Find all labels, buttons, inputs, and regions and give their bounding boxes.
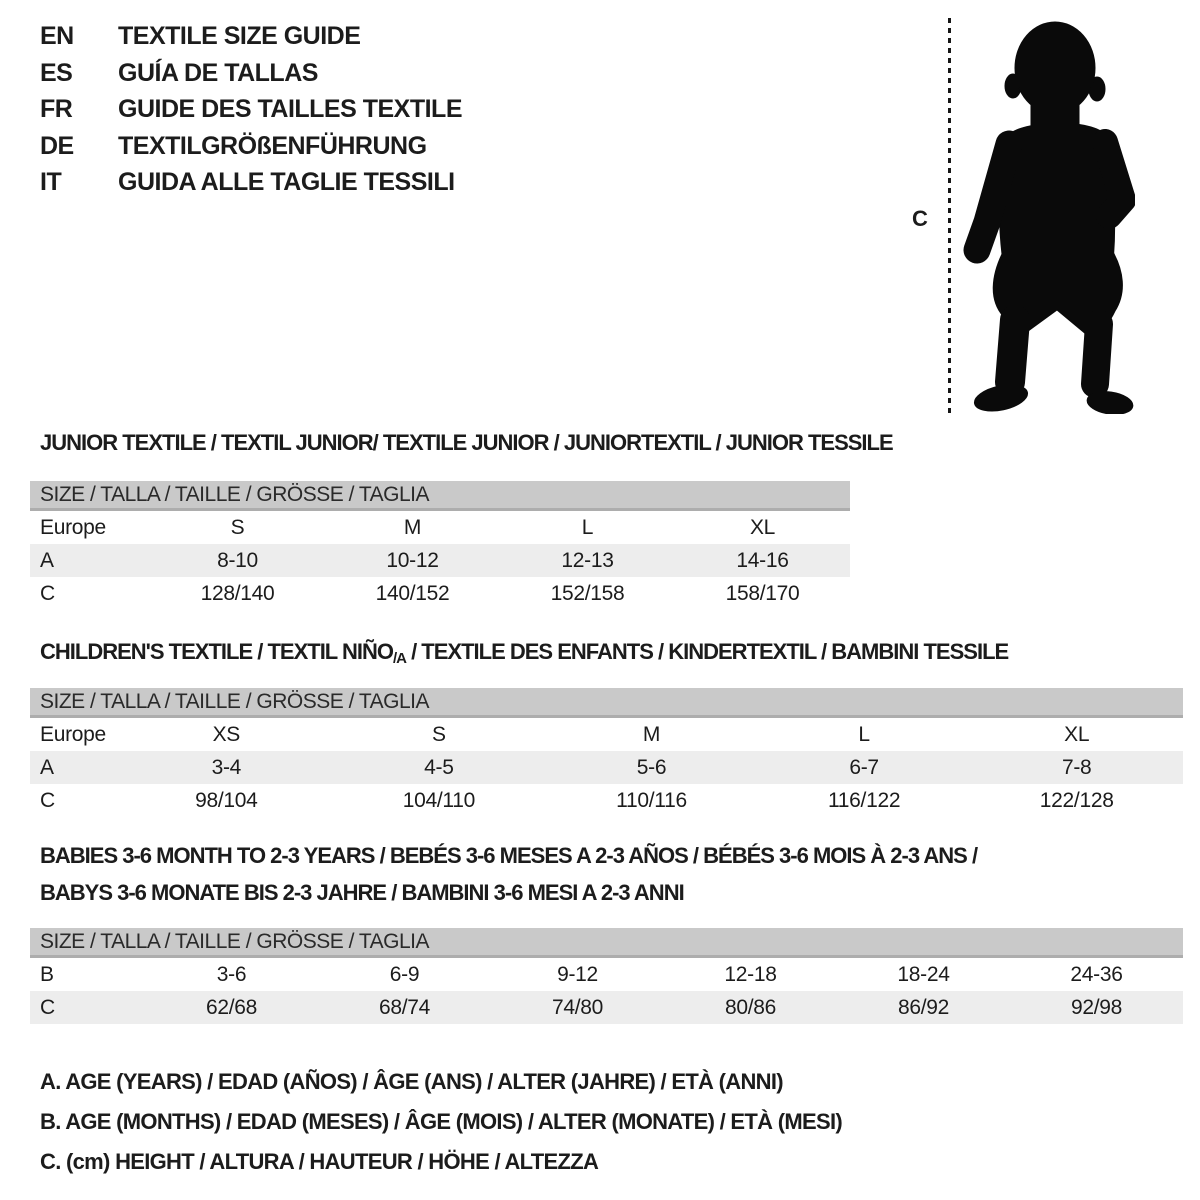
size-header-label: SIZE / TALLA / TAILLE / GRÖSSE / TAGLIA bbox=[40, 483, 429, 506]
age-cell: 9-12 bbox=[557, 963, 598, 986]
row-label: C bbox=[40, 789, 55, 812]
height-cell: 116/122 bbox=[827, 789, 901, 812]
language-title: GUÍA DE TALLAS bbox=[118, 58, 318, 87]
height-cell: 98/104 bbox=[195, 789, 258, 812]
language-code: ES bbox=[40, 58, 73, 87]
size-cell: M bbox=[403, 516, 422, 539]
language-code: DE bbox=[40, 131, 74, 160]
table-row bbox=[30, 577, 850, 610]
height-cell: 92/98 bbox=[1070, 996, 1123, 1019]
babies-size-table bbox=[30, 843, 1183, 1024]
row-label: A bbox=[40, 756, 54, 779]
table-row bbox=[30, 751, 1183, 784]
height-cell: 74/80 bbox=[551, 996, 604, 1019]
age-cell: 12-13 bbox=[561, 549, 614, 572]
age-cell: 3-4 bbox=[211, 756, 242, 779]
language-code: FR bbox=[40, 95, 73, 123]
height-cell: 80/86 bbox=[724, 996, 777, 1019]
row-label: C bbox=[40, 996, 55, 1019]
height-cell: 104/110 bbox=[402, 789, 476, 812]
height-cell: 152/158 bbox=[550, 582, 625, 605]
height-measure-figure bbox=[900, 0, 1200, 432]
language-code: EN bbox=[40, 22, 74, 50]
language-title-list bbox=[40, 18, 462, 201]
language-row bbox=[40, 91, 462, 128]
size-cell: XL bbox=[1064, 723, 1090, 746]
age-cell: 14-16 bbox=[736, 549, 789, 572]
language-row bbox=[40, 55, 462, 92]
size-header-bar bbox=[30, 688, 1183, 718]
size-cell: S bbox=[230, 516, 245, 539]
age-cell: 12-18 bbox=[724, 963, 777, 986]
children-title-pre: CHILDREN'S TEXTILE / TEXTIL NIÑO bbox=[40, 639, 393, 664]
height-cell: 140/152 bbox=[375, 582, 450, 605]
language-row bbox=[40, 164, 462, 201]
age-cell: 3-6 bbox=[216, 963, 247, 986]
language-code: IT bbox=[40, 168, 62, 196]
language-title: GUIDA ALLE TAGLIE TESSILI bbox=[118, 168, 455, 196]
row-label: Europe bbox=[40, 516, 106, 539]
language-title: GUIDE DES TAILLES TEXTILE bbox=[118, 95, 463, 123]
size-header-label: SIZE / TALLA / TAILLE / GRÖSSE / TAGLIA bbox=[40, 930, 429, 953]
height-cell: 128/140 bbox=[200, 582, 275, 605]
height-cell: 122/128 bbox=[1039, 789, 1114, 812]
language-title: TEXTILE SIZE GUIDE bbox=[118, 22, 361, 50]
size-header-bar bbox=[30, 928, 1183, 958]
babies-section-title-line1: BABIES 3-6 MONTH TO 2-3 YEARS / BEBÉS 3-6 MESES A 2-3 AÑOS / BÉBÉS 3-6 MOIS À 2-3 ANS / bbox=[40, 843, 978, 868]
toddler-silhouette-icon bbox=[963, 14, 1135, 414]
height-measure-label: C bbox=[912, 206, 928, 231]
children-title-post: / TEXTILE DES ENFANTS / KINDERTEXTIL / BAMBINI TESSILE bbox=[405, 639, 1009, 664]
table-row bbox=[30, 958, 1183, 991]
age-cell: 5-6 bbox=[636, 756, 667, 779]
table-row bbox=[30, 784, 1183, 817]
age-cell: 4-5 bbox=[424, 756, 454, 779]
legend-height-cm: C. (cm) HEIGHT / ALTURA / HAUTEUR / HÖHE / ALTEZZA bbox=[40, 1149, 599, 1174]
row-label: A bbox=[40, 549, 54, 572]
size-cell: S bbox=[432, 723, 446, 746]
size-cell: L bbox=[581, 516, 594, 539]
size-cell: M bbox=[642, 723, 661, 746]
height-cell: 110/116 bbox=[616, 789, 687, 812]
age-cell: 18-24 bbox=[897, 963, 950, 986]
age-cell: 6-7 bbox=[849, 756, 879, 779]
language-row bbox=[40, 128, 462, 165]
table-row bbox=[30, 718, 1183, 751]
row-label: C bbox=[40, 582, 55, 605]
measure-legend bbox=[40, 1062, 842, 1182]
age-cell: 10-12 bbox=[386, 549, 439, 572]
children-size-table bbox=[30, 639, 1183, 817]
row-label: B bbox=[40, 963, 54, 986]
table-row bbox=[30, 991, 1183, 1024]
height-cell: 86/92 bbox=[897, 996, 950, 1019]
row-label: Europe bbox=[40, 723, 106, 746]
junior-section-title: JUNIOR TEXTILE / TEXTIL JUNIOR/ TEXTILE JUNIOR / JUNIORTEXTIL / JUNIOR TESSILE bbox=[40, 430, 893, 455]
height-cell: 158/170 bbox=[725, 582, 800, 605]
language-row bbox=[40, 18, 462, 55]
age-cell: 8-10 bbox=[217, 549, 258, 572]
size-cell: XL bbox=[749, 516, 776, 539]
age-cell: 6-9 bbox=[389, 963, 420, 986]
legend-age-months: B. AGE (MONTHS) / EDAD (MESES) / ÂGE (MOIS) / ALTER (MONATE) / ETÀ (MESI) bbox=[40, 1109, 842, 1134]
size-cell: XS bbox=[212, 723, 240, 746]
junior-size-table bbox=[30, 430, 893, 610]
size-header-label: SIZE / TALLA / TAILLE / GRÖSSE / TAGLIA bbox=[40, 690, 429, 713]
children-title-sub: /A bbox=[392, 650, 406, 667]
size-header-bar bbox=[30, 481, 850, 511]
size-cell: L bbox=[858, 723, 870, 746]
age-cell: 7-8 bbox=[1061, 756, 1092, 779]
height-cell: 62/68 bbox=[205, 996, 258, 1019]
language-title: TEXTILGRÖßENFÜHRUNG bbox=[118, 131, 427, 160]
table-row bbox=[30, 511, 850, 544]
legend-age-years: A. AGE (YEARS) / EDAD (AÑOS) / ÂGE (ANS) / ALTER (JAHRE) / ETÀ (ANNI) bbox=[40, 1069, 783, 1094]
babies-section-title-line2: BABYS 3-6 MONATE BIS 2-3 JAHRE / BAMBINI 3-6 MESI A 2-3 ANNI bbox=[40, 880, 684, 905]
children-section-title bbox=[40, 639, 1183, 665]
table-row bbox=[30, 544, 850, 577]
height-measure-line bbox=[948, 18, 951, 415]
age-cell: 24-36 bbox=[1070, 963, 1123, 986]
height-cell: 68/74 bbox=[378, 996, 431, 1019]
